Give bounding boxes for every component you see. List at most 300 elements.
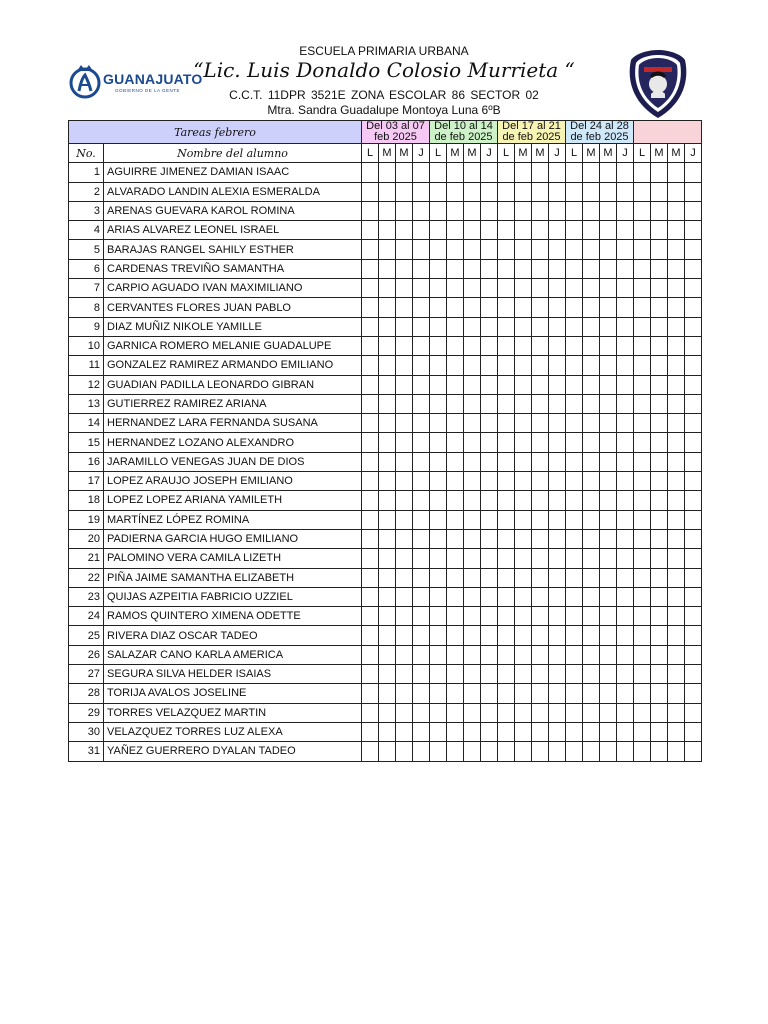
homework-check-cell[interactable] [396,703,413,722]
homework-check-cell[interactable] [379,394,396,413]
homework-check-cell[interactable] [498,298,515,317]
homework-check-cell[interactable] [379,375,396,394]
homework-check-cell[interactable] [413,298,430,317]
homework-check-cell[interactable] [549,607,566,626]
homework-check-cell[interactable] [515,587,532,606]
homework-check-cell[interactable] [634,356,651,375]
homework-check-cell[interactable] [515,279,532,298]
homework-check-cell[interactable] [362,163,379,182]
homework-check-cell[interactable] [430,452,447,471]
homework-check-cell[interactable] [396,568,413,587]
homework-check-cell[interactable] [447,182,464,201]
homework-check-cell[interactable] [362,240,379,259]
homework-check-cell[interactable] [651,298,668,317]
homework-check-cell[interactable] [396,665,413,684]
homework-check-cell[interactable] [447,452,464,471]
homework-check-cell[interactable] [515,568,532,587]
homework-check-cell[interactable] [532,259,549,278]
homework-check-cell[interactable] [362,684,379,703]
homework-check-cell[interactable] [396,298,413,317]
homework-check-cell[interactable] [379,182,396,201]
homework-check-cell[interactable] [634,684,651,703]
homework-check-cell[interactable] [685,279,702,298]
homework-check-cell[interactable] [481,182,498,201]
homework-check-cell[interactable] [362,607,379,626]
homework-check-cell[interactable] [651,665,668,684]
homework-check-cell[interactable] [464,394,481,413]
homework-check-cell[interactable] [600,201,617,220]
homework-check-cell[interactable] [413,549,430,568]
homework-check-cell[interactable] [379,529,396,548]
homework-check-cell[interactable] [685,684,702,703]
homework-check-cell[interactable] [515,240,532,259]
homework-check-cell[interactable] [668,279,685,298]
homework-check-cell[interactable] [685,356,702,375]
homework-check-cell[interactable] [668,587,685,606]
homework-check-cell[interactable] [413,259,430,278]
homework-check-cell[interactable] [685,452,702,471]
homework-check-cell[interactable] [362,433,379,452]
homework-check-cell[interactable] [396,722,413,741]
homework-check-cell[interactable] [430,394,447,413]
homework-check-cell[interactable] [447,240,464,259]
homework-check-cell[interactable] [413,452,430,471]
homework-check-cell[interactable] [430,336,447,355]
homework-check-cell[interactable] [413,684,430,703]
homework-check-cell[interactable] [430,684,447,703]
homework-check-cell[interactable] [396,529,413,548]
homework-check-cell[interactable] [413,607,430,626]
homework-check-cell[interactable] [430,201,447,220]
homework-check-cell[interactable] [464,472,481,491]
homework-check-cell[interactable] [464,587,481,606]
homework-check-cell[interactable] [651,529,668,548]
homework-check-cell[interactable] [379,414,396,433]
homework-check-cell[interactable] [481,259,498,278]
homework-check-cell[interactable] [396,182,413,201]
homework-check-cell[interactable] [617,665,634,684]
homework-check-cell[interactable] [668,645,685,664]
homework-check-cell[interactable] [668,394,685,413]
homework-check-cell[interactable] [583,665,600,684]
homework-check-cell[interactable] [600,317,617,336]
homework-check-cell[interactable] [634,298,651,317]
homework-check-cell[interactable] [651,722,668,741]
homework-check-cell[interactable] [362,742,379,761]
homework-check-cell[interactable] [464,452,481,471]
homework-check-cell[interactable] [481,414,498,433]
homework-check-cell[interactable] [685,414,702,433]
homework-check-cell[interactable] [481,472,498,491]
homework-check-cell[interactable] [532,626,549,645]
homework-check-cell[interactable] [413,587,430,606]
homework-check-cell[interactable] [617,394,634,413]
homework-check-cell[interactable] [447,414,464,433]
homework-check-cell[interactable] [685,336,702,355]
homework-check-cell[interactable] [413,182,430,201]
homework-check-cell[interactable] [362,182,379,201]
homework-check-cell[interactable] [481,433,498,452]
homework-check-cell[interactable] [549,182,566,201]
homework-check-cell[interactable] [685,626,702,645]
homework-check-cell[interactable] [464,317,481,336]
homework-check-cell[interactable] [430,510,447,529]
homework-check-cell[interactable] [413,665,430,684]
homework-check-cell[interactable] [447,703,464,722]
homework-check-cell[interactable] [396,317,413,336]
homework-check-cell[interactable] [379,240,396,259]
homework-check-cell[interactable] [617,414,634,433]
homework-check-cell[interactable] [481,375,498,394]
homework-check-cell[interactable] [447,221,464,240]
homework-check-cell[interactable] [379,703,396,722]
homework-check-cell[interactable] [532,742,549,761]
homework-check-cell[interactable] [498,452,515,471]
homework-check-cell[interactable] [396,375,413,394]
homework-check-cell[interactable] [634,665,651,684]
homework-check-cell[interactable] [498,684,515,703]
homework-check-cell[interactable] [566,742,583,761]
homework-check-cell[interactable] [600,279,617,298]
homework-check-cell[interactable] [498,163,515,182]
homework-check-cell[interactable] [430,491,447,510]
homework-check-cell[interactable] [515,201,532,220]
homework-check-cell[interactable] [481,529,498,548]
homework-check-cell[interactable] [396,491,413,510]
homework-check-cell[interactable] [668,722,685,741]
homework-check-cell[interactable] [447,510,464,529]
homework-check-cell[interactable] [600,356,617,375]
homework-check-cell[interactable] [549,279,566,298]
homework-check-cell[interactable] [617,375,634,394]
homework-check-cell[interactable] [583,356,600,375]
homework-check-cell[interactable] [532,568,549,587]
homework-check-cell[interactable] [617,491,634,510]
homework-check-cell[interactable] [430,472,447,491]
homework-check-cell[interactable] [362,703,379,722]
homework-check-cell[interactable] [413,529,430,548]
homework-check-cell[interactable] [566,472,583,491]
homework-check-cell[interactable] [430,645,447,664]
homework-check-cell[interactable] [634,201,651,220]
homework-check-cell[interactable] [515,259,532,278]
homework-check-cell[interactable] [396,587,413,606]
homework-check-cell[interactable] [583,491,600,510]
homework-check-cell[interactable] [447,279,464,298]
homework-check-cell[interactable] [413,510,430,529]
homework-check-cell[interactable] [396,510,413,529]
homework-check-cell[interactable] [566,240,583,259]
homework-check-cell[interactable] [600,182,617,201]
homework-check-cell[interactable] [668,182,685,201]
homework-check-cell[interactable] [481,703,498,722]
homework-check-cell[interactable] [413,433,430,452]
homework-check-cell[interactable] [413,394,430,413]
homework-check-cell[interactable] [481,645,498,664]
homework-check-cell[interactable] [481,568,498,587]
homework-check-cell[interactable] [634,163,651,182]
homework-check-cell[interactable] [583,163,600,182]
homework-check-cell[interactable] [515,742,532,761]
homework-check-cell[interactable] [617,645,634,664]
homework-check-cell[interactable] [583,375,600,394]
homework-check-cell[interactable] [464,163,481,182]
homework-check-cell[interactable] [600,568,617,587]
homework-check-cell[interactable] [515,722,532,741]
homework-check-cell[interactable] [634,259,651,278]
homework-check-cell[interactable] [413,491,430,510]
homework-check-cell[interactable] [668,491,685,510]
homework-check-cell[interactable] [430,259,447,278]
homework-check-cell[interactable] [668,742,685,761]
homework-check-cell[interactable] [532,221,549,240]
homework-check-cell[interactable] [634,414,651,433]
homework-check-cell[interactable] [430,182,447,201]
homework-check-cell[interactable] [430,375,447,394]
homework-check-cell[interactable] [583,703,600,722]
homework-check-cell[interactable] [396,452,413,471]
homework-check-cell[interactable] [566,317,583,336]
homework-check-cell[interactable] [430,626,447,645]
homework-check-cell[interactable] [464,259,481,278]
homework-check-cell[interactable] [549,240,566,259]
homework-check-cell[interactable] [617,201,634,220]
homework-check-cell[interactable] [481,665,498,684]
homework-check-cell[interactable] [430,742,447,761]
homework-check-cell[interactable] [430,221,447,240]
homework-check-cell[interactable] [651,414,668,433]
homework-check-cell[interactable] [396,549,413,568]
homework-check-cell[interactable] [566,221,583,240]
homework-check-cell[interactable] [617,472,634,491]
homework-check-cell[interactable] [634,742,651,761]
homework-check-cell[interactable] [430,607,447,626]
homework-check-cell[interactable] [464,356,481,375]
homework-check-cell[interactable] [362,722,379,741]
homework-check-cell[interactable] [651,240,668,259]
homework-check-cell[interactable] [447,645,464,664]
homework-check-cell[interactable] [566,414,583,433]
homework-check-cell[interactable] [549,491,566,510]
homework-check-cell[interactable] [600,452,617,471]
homework-check-cell[interactable] [651,163,668,182]
homework-check-cell[interactable] [651,279,668,298]
homework-check-cell[interactable] [362,645,379,664]
homework-check-cell[interactable] [549,201,566,220]
homework-check-cell[interactable] [549,568,566,587]
homework-check-cell[interactable] [481,587,498,606]
homework-check-cell[interactable] [634,336,651,355]
homework-check-cell[interactable] [651,645,668,664]
homework-check-cell[interactable] [617,298,634,317]
homework-check-cell[interactable] [498,201,515,220]
homework-check-cell[interactable] [396,472,413,491]
homework-check-cell[interactable] [583,259,600,278]
homework-check-cell[interactable] [668,433,685,452]
homework-check-cell[interactable] [362,394,379,413]
homework-check-cell[interactable] [498,394,515,413]
homework-check-cell[interactable] [634,375,651,394]
homework-check-cell[interactable] [362,279,379,298]
homework-check-cell[interactable] [651,510,668,529]
homework-check-cell[interactable] [498,645,515,664]
homework-check-cell[interactable] [515,549,532,568]
homework-check-cell[interactable] [685,259,702,278]
homework-check-cell[interactable] [413,472,430,491]
homework-check-cell[interactable] [481,317,498,336]
homework-check-cell[interactable] [566,394,583,413]
homework-check-cell[interactable] [532,665,549,684]
homework-check-cell[interactable] [651,549,668,568]
homework-check-cell[interactable] [362,317,379,336]
homework-check-cell[interactable] [600,549,617,568]
homework-check-cell[interactable] [447,259,464,278]
homework-check-cell[interactable] [396,201,413,220]
homework-check-cell[interactable] [549,703,566,722]
homework-check-cell[interactable] [464,375,481,394]
homework-check-cell[interactable] [634,221,651,240]
homework-check-cell[interactable] [549,375,566,394]
homework-check-cell[interactable] [481,452,498,471]
homework-check-cell[interactable] [651,394,668,413]
homework-check-cell[interactable] [362,510,379,529]
homework-check-cell[interactable] [379,259,396,278]
homework-check-cell[interactable] [396,414,413,433]
homework-check-cell[interactable] [447,163,464,182]
homework-check-cell[interactable] [464,279,481,298]
homework-check-cell[interactable] [600,336,617,355]
homework-check-cell[interactable] [583,722,600,741]
homework-check-cell[interactable] [396,259,413,278]
homework-check-cell[interactable] [651,433,668,452]
homework-check-cell[interactable] [532,433,549,452]
homework-check-cell[interactable] [379,452,396,471]
homework-check-cell[interactable] [481,491,498,510]
homework-check-cell[interactable] [600,221,617,240]
homework-check-cell[interactable] [515,317,532,336]
homework-check-cell[interactable] [668,665,685,684]
homework-check-cell[interactable] [447,298,464,317]
homework-check-cell[interactable] [464,645,481,664]
homework-check-cell[interactable] [668,452,685,471]
homework-check-cell[interactable] [651,201,668,220]
homework-check-cell[interactable] [532,645,549,664]
homework-check-cell[interactable] [447,722,464,741]
homework-check-cell[interactable] [362,452,379,471]
homework-check-cell[interactable] [634,645,651,664]
homework-check-cell[interactable] [498,607,515,626]
homework-check-cell[interactable] [634,433,651,452]
homework-check-cell[interactable] [396,221,413,240]
homework-check-cell[interactable] [685,433,702,452]
homework-check-cell[interactable] [617,356,634,375]
homework-check-cell[interactable] [600,510,617,529]
homework-check-cell[interactable] [515,703,532,722]
homework-check-cell[interactable] [379,587,396,606]
homework-check-cell[interactable] [532,472,549,491]
homework-check-cell[interactable] [413,703,430,722]
homework-check-cell[interactable] [447,491,464,510]
homework-check-cell[interactable] [583,279,600,298]
homework-check-cell[interactable] [651,356,668,375]
homework-check-cell[interactable] [481,336,498,355]
homework-check-cell[interactable] [566,163,583,182]
homework-check-cell[interactable] [447,201,464,220]
homework-check-cell[interactable] [413,279,430,298]
homework-check-cell[interactable] [549,722,566,741]
homework-check-cell[interactable] [634,568,651,587]
homework-check-cell[interactable] [515,356,532,375]
homework-check-cell[interactable] [515,375,532,394]
homework-check-cell[interactable] [634,279,651,298]
homework-check-cell[interactable] [634,607,651,626]
homework-check-cell[interactable] [498,472,515,491]
homework-check-cell[interactable] [668,549,685,568]
homework-check-cell[interactable] [498,221,515,240]
homework-check-cell[interactable] [362,414,379,433]
homework-check-cell[interactable] [617,163,634,182]
homework-check-cell[interactable] [549,742,566,761]
homework-check-cell[interactable] [600,722,617,741]
homework-check-cell[interactable] [515,221,532,240]
homework-check-cell[interactable] [498,549,515,568]
homework-check-cell[interactable] [549,414,566,433]
homework-check-cell[interactable] [413,375,430,394]
homework-check-cell[interactable] [362,472,379,491]
homework-check-cell[interactable] [430,298,447,317]
homework-check-cell[interactable] [396,607,413,626]
homework-check-cell[interactable] [566,259,583,278]
homework-check-cell[interactable] [481,549,498,568]
homework-check-cell[interactable] [515,414,532,433]
homework-check-cell[interactable] [549,163,566,182]
homework-check-cell[interactable] [481,240,498,259]
homework-check-cell[interactable] [464,221,481,240]
homework-check-cell[interactable] [617,626,634,645]
homework-check-cell[interactable] [549,259,566,278]
homework-check-cell[interactable] [362,626,379,645]
homework-check-cell[interactable] [668,336,685,355]
homework-check-cell[interactable] [430,163,447,182]
homework-check-cell[interactable] [430,356,447,375]
homework-check-cell[interactable] [634,394,651,413]
homework-check-cell[interactable] [413,414,430,433]
homework-check-cell[interactable] [396,163,413,182]
homework-check-cell[interactable] [566,433,583,452]
homework-check-cell[interactable] [549,298,566,317]
homework-check-cell[interactable] [362,336,379,355]
homework-check-cell[interactable] [447,665,464,684]
homework-check-cell[interactable] [447,394,464,413]
homework-check-cell[interactable] [532,491,549,510]
homework-check-cell[interactable] [379,491,396,510]
homework-check-cell[interactable] [566,607,583,626]
homework-check-cell[interactable] [464,568,481,587]
homework-check-cell[interactable] [447,529,464,548]
homework-check-cell[interactable] [685,703,702,722]
homework-check-cell[interactable] [413,568,430,587]
homework-check-cell[interactable] [566,684,583,703]
homework-check-cell[interactable] [685,182,702,201]
homework-check-cell[interactable] [668,356,685,375]
homework-check-cell[interactable] [413,356,430,375]
homework-check-cell[interactable] [600,742,617,761]
homework-check-cell[interactable] [396,279,413,298]
homework-check-cell[interactable] [634,317,651,336]
homework-check-cell[interactable] [464,414,481,433]
homework-check-cell[interactable] [464,201,481,220]
homework-check-cell[interactable] [651,491,668,510]
